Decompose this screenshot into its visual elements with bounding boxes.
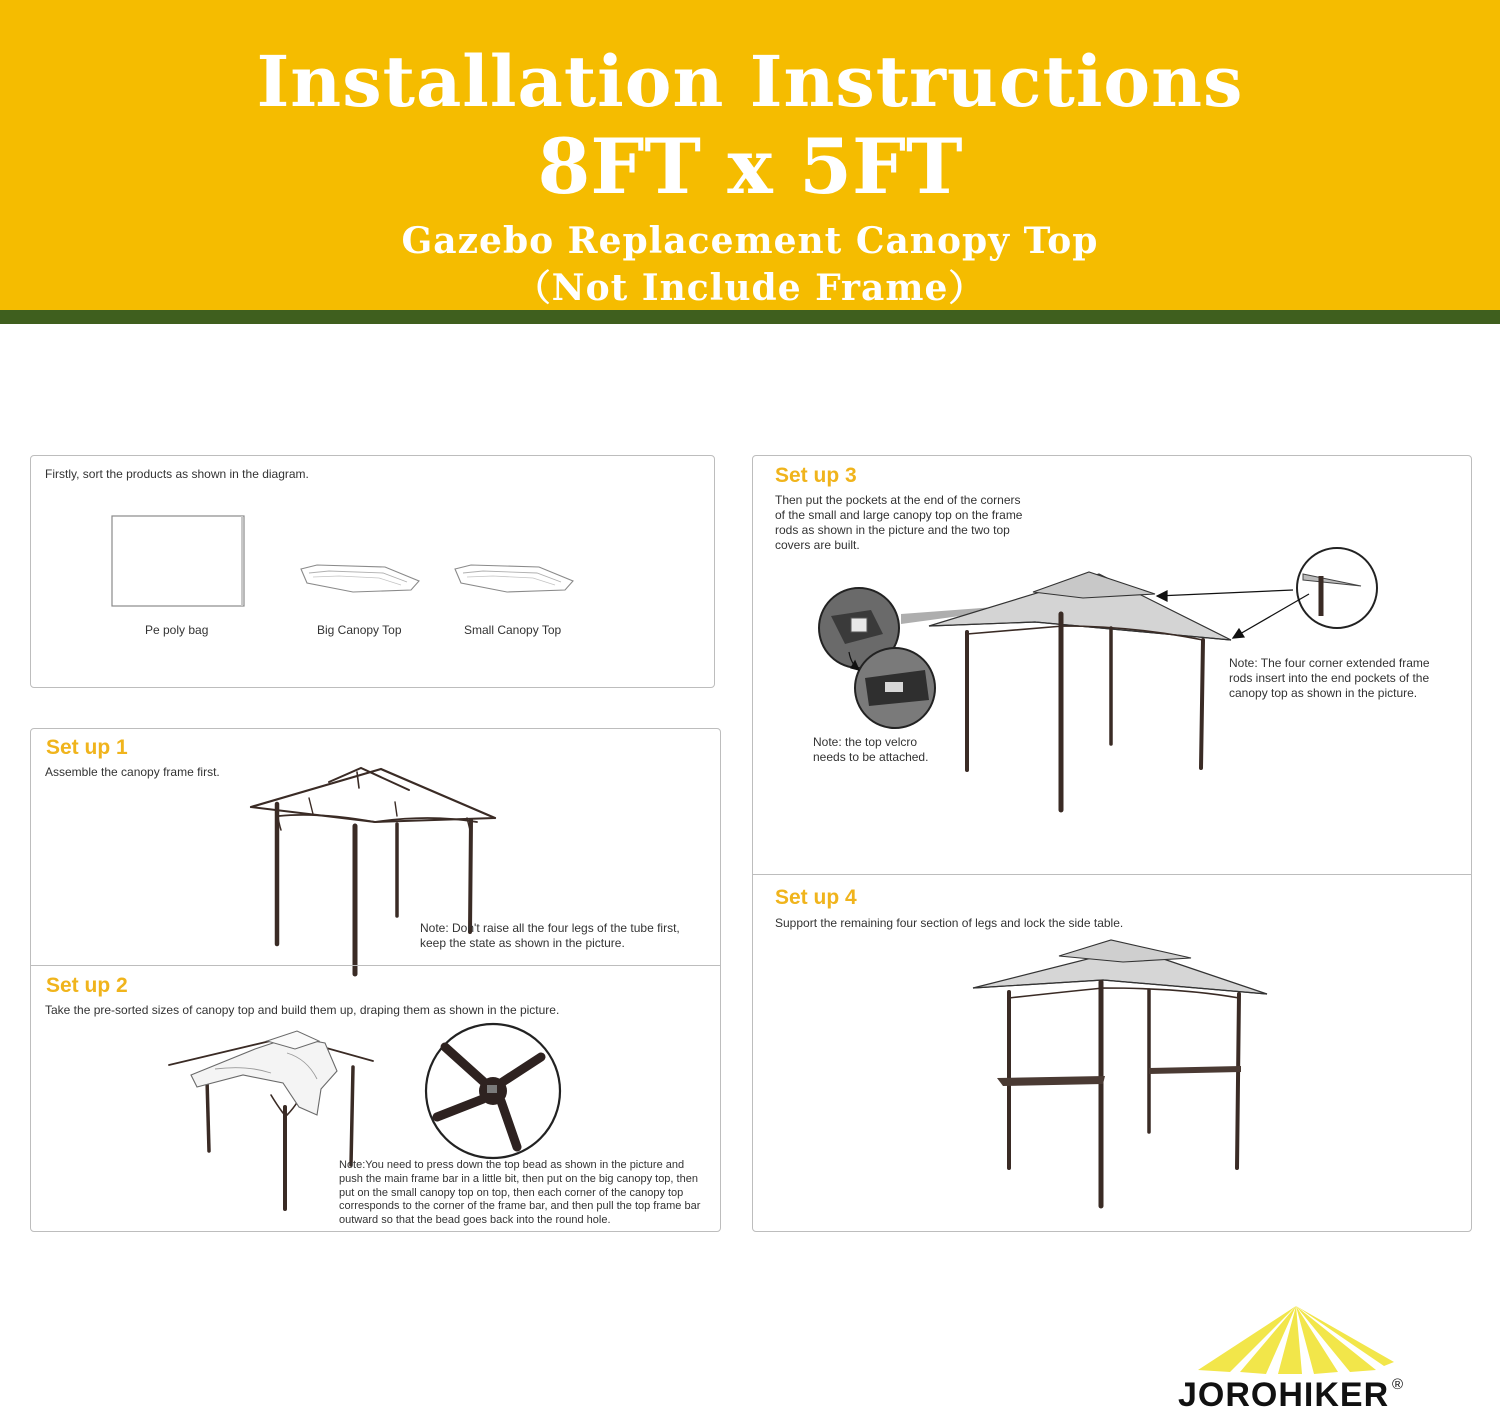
step3-text-line4: covers are built. <box>775 538 860 552</box>
step4-title: Set up 4 <box>775 886 857 909</box>
step1-text: Assemble the canopy frame first. <box>45 765 220 779</box>
step2-note-line2: push the main frame bar in a little bit, then put on the big canopy top, then <box>339 1173 698 1185</box>
step-divider <box>31 965 720 966</box>
step3-note-right-line3: canopy top as shown in the picture. <box>1229 686 1418 700</box>
brand-name: JOROHIKER <box>1178 1376 1390 1414</box>
step3-text-line1: Then put the pockets at the end of the corners <box>775 493 1021 507</box>
small-canopy-label: Small Canopy Top <box>464 623 562 637</box>
page-title: Installation Instructions <box>256 40 1244 123</box>
small-canopy-illustration <box>453 561 577 595</box>
step-divider-right <box>753 874 1471 875</box>
step2-note-line3: put on the small canopy top on top, then each corner of the canopy top <box>339 1187 684 1199</box>
sort-panel <box>30 455 715 688</box>
registered-mark: ® <box>1392 1376 1404 1393</box>
top-bead-detail-illustration <box>423 1021 563 1161</box>
big-canopy-illustration <box>299 561 423 595</box>
frame-note: （Not Include Frame） <box>514 267 986 309</box>
steps-3-4-panel <box>752 455 1472 1232</box>
step1-note-line1: Note: Don't raise all the four legs of the tube first, <box>420 921 680 935</box>
step2-note-line4: corresponds to the corner of the frame bar, and then pull the top frame bar <box>339 1200 701 1212</box>
step3-note-right-line2: rods insert into the end pockets of the <box>1229 671 1430 685</box>
step3-note-left-line1: Note: the top velcro <box>813 735 918 749</box>
step1-note-line2: keep the state as shown in the picture. <box>420 936 625 950</box>
finished-gazebo-illustration <box>963 936 1273 1216</box>
header-banner <box>0 0 1500 310</box>
poly-bag-illustration <box>111 514 251 612</box>
step1-title: Set up 1 <box>46 736 128 759</box>
step3-text-line3: rods as shown in the picture and the two top <box>775 523 1010 537</box>
step4-text: Support the remaining four section of legs and lock the side table. <box>775 916 1124 930</box>
poly-bag-label: Pe poly bag <box>145 623 209 637</box>
step3-note-left-line2: needs to be attached. <box>813 750 929 764</box>
step2-note-line1: Note:You need to press down the top bead as shown in the picture and <box>339 1159 685 1171</box>
canopy-frame-illustration <box>249 764 499 944</box>
step2-title: Set up 2 <box>46 974 128 997</box>
header-stripe <box>0 310 1500 324</box>
steps-1-2-panel <box>30 728 721 1232</box>
tent-rays-icon <box>1196 1306 1396 1378</box>
size-label: 8FT x 5FT <box>537 122 963 211</box>
step3-note-right-line1: Note: The four corner extended frame <box>1229 656 1430 670</box>
product-subtitle: Gazebo Replacement Canopy Top <box>401 220 1099 262</box>
step2-note-line5: outward so that the bead goes back into the round hole. <box>339 1214 611 1226</box>
step2-text: Take the pre-sorted sizes of canopy top and build them up, draping them as shown in the picture. <box>45 1003 560 1017</box>
step3-text-line2: of the small and large canopy top on the frame <box>775 508 1023 522</box>
step3-title: Set up 3 <box>775 464 857 487</box>
sort-intro: Firstly, sort the products as shown in the diagram. <box>45 467 309 481</box>
big-canopy-label: Big Canopy Top <box>317 623 402 637</box>
